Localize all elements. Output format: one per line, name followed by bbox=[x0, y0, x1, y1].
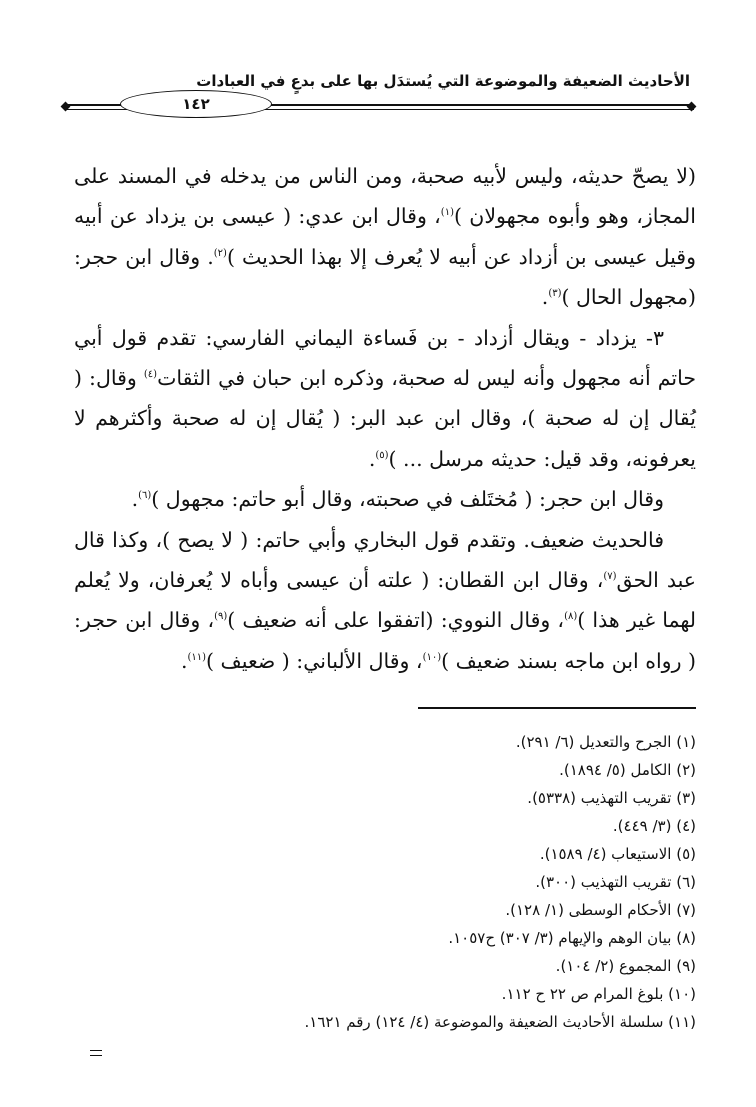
footnote-ref: (٦) bbox=[138, 490, 152, 502]
text-run: (لا يصحّ حديثه، وليس لأبيه صحبة، ومن الناس من يدخله في المسند على المجاز، وهو وأبوه مجهولان ) bbox=[74, 164, 696, 229]
text-run: فالحديث ضعيف. وتقدم قول البخاري وأبي حاتم: ( لا يصح )، وكذا قال عبد الحق bbox=[74, 527, 696, 593]
footnote: (٨) بيان الوهم والإيهام (٣/ ٣٠٧) ح١٠٥٧. bbox=[448, 929, 696, 947]
text-run: ٣- يزداد - ويقال أزداد - بن فَساءة اليماني الفارسي: تقدم قول أبي حاتم أنه مجهول وأنه ليس له صحبة، وذكره ابن حبان في الثقات bbox=[74, 325, 697, 391]
paragraph bbox=[74, 479, 696, 519]
paragraph bbox=[74, 318, 696, 480]
text-run: . bbox=[368, 446, 376, 471]
text-run: ، وقال ابن عدي: ( عيسى بن يزداد عن أبيه وقيل عيسى بن أزداد عن أبيه لا يُعرف إلا بهذا الحديث ) bbox=[74, 204, 696, 269]
footnote-ref: (٩) bbox=[214, 611, 228, 623]
footnote-ref: (٨) bbox=[564, 611, 578, 623]
footnote: (٦) تقريب التهذيب (٣٠٠). bbox=[535, 873, 696, 891]
page-number: ١٤٢ bbox=[120, 90, 272, 118]
footnote-ref: (٤) bbox=[143, 369, 158, 381]
footnote: (١١) سلسلة الأحاديث الضعيفة والموضوعة (٤/ ١٢٤) رقم ١٦٢١. bbox=[304, 1013, 696, 1031]
paragraph bbox=[74, 156, 696, 318]
footnotes bbox=[74, 728, 696, 1036]
footnote-ref: (٥) bbox=[375, 450, 389, 462]
footnote: (١) الجرح والتعديل (٦/ ٢٩١). bbox=[515, 733, 696, 751]
text-run: . وقال ابن حجر: (مجهول الحال ) bbox=[74, 244, 696, 310]
text-run: . bbox=[180, 648, 188, 673]
footnote-separator bbox=[418, 707, 696, 709]
text-run: وقال ابن حجر: ( مُختَلف في صحبته، وقال أبو حاتم: مجهول ) bbox=[151, 487, 664, 512]
printer-mark bbox=[90, 1050, 102, 1060]
footnote: (٢) الكامل (٥/ ١٨٩٤). bbox=[559, 761, 696, 779]
footnote: (٣) تقريب التهذيب (٥٣٣٨). bbox=[527, 789, 696, 807]
footnote-ref: (٧) bbox=[603, 571, 617, 583]
text-run: ، وقال ابن القطان: ( علته أن عيسى وأباه لا يُعرفان، ولا يُعلم لهما غير هذا ) bbox=[74, 568, 697, 633]
text-run: وقال: ( يُقال إن له صحبة )، وقال ابن عبد البر: ( يُقال إن له صحبة وأكثرهم لا يعرفونه، وقد قيل: حديثه مرسل ... ) bbox=[74, 366, 696, 471]
footnote-ref: (٣) bbox=[548, 288, 562, 300]
text-run: ، وقال ابن حجر: ( رواه ابن ماجه بسند ضعيف ) bbox=[74, 608, 696, 673]
footnote: (١٠) بلوغ المرام ص ٢٢ ح ١١٢. bbox=[501, 985, 696, 1003]
footnote: (٥) الاستيعاب (٤/ ١٥٨٩). bbox=[539, 845, 696, 863]
running-header bbox=[62, 68, 694, 114]
footnote-ref: (٢) bbox=[213, 247, 227, 259]
footnote: (٩) المجموع (٢/ ١٠٤). bbox=[555, 957, 696, 975]
footnote-ref: (١١) bbox=[187, 652, 207, 664]
running-header-title: الأحاديث الضعيفة والموضوعة التي يُستدَل بها على بدعٍ في العبادات bbox=[196, 72, 690, 90]
text-run: . bbox=[131, 487, 139, 512]
footnote: (٤) (٣/ ٤٤٩). bbox=[612, 817, 696, 835]
footnote-ref: (١) bbox=[440, 207, 454, 219]
footnote: (٧) الأحكام الوسطى (١/ ١٢٨). bbox=[505, 901, 696, 919]
footnote-ref: (١٠) bbox=[422, 652, 442, 664]
text-run: ، وقال الألباني: ( ضعيف ) bbox=[206, 648, 423, 673]
paragraph bbox=[74, 520, 696, 682]
main-text bbox=[74, 156, 696, 681]
text-run: ، وقال النووي: (اتفقوا على أنه ضعيف ) bbox=[227, 608, 565, 633]
text-run: . bbox=[541, 285, 549, 310]
